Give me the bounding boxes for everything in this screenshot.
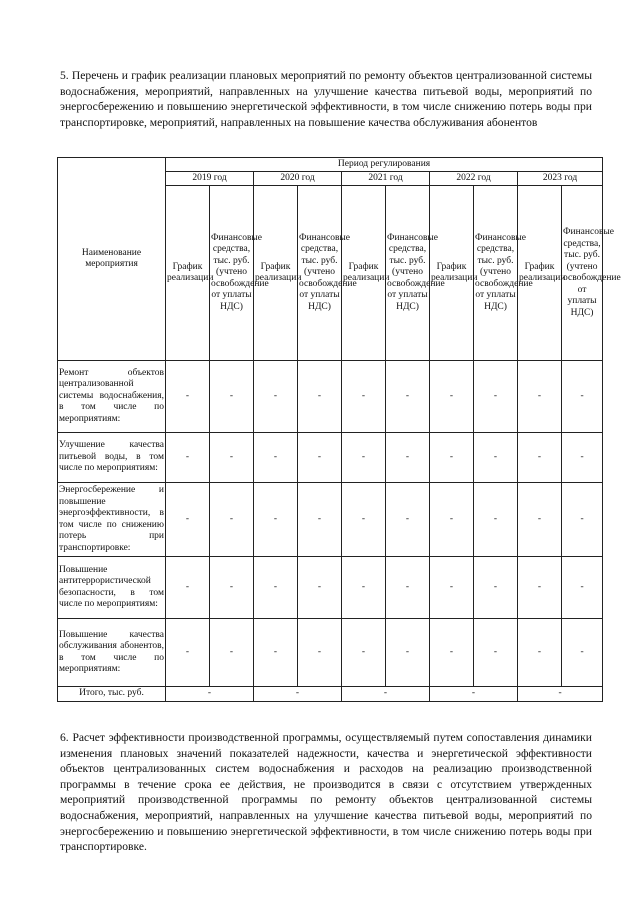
table-row [58,361,603,433]
row-cell: - [342,619,386,687]
section-6-paragraph: 6. Расчет эффективности производственной программы, осуществляемый путем сопоставления динамики изменения плановых значений показателей надежности, качества и энергетической эффективности объектов централизованных систем водоснабжения и расходов на реализацию производственной программы в течение срока ее действия, не производится в связи с отсутствием утвержденных мероприятий производственной программы по ремонту объектов централизованной системы водоснабжения, мероприятий, направленных на улучшение качества питьевой воды, мероприятий по энергосбережению и повышению энергетической эффективности, в том числе снижению потерь воды при транспортировке. [60,731,592,854]
row-cell: - [166,361,210,433]
total-row [58,687,603,702]
row-cell: - [474,433,518,483]
row-cell: - [342,557,386,619]
row-cell: - [562,619,603,687]
column-header: Финансовые средства, тыс. руб. (учтено освобождение от уплаты НДС) [298,186,342,361]
period-header: Период регулирования [166,158,603,172]
row-cell: - [474,619,518,687]
year-header: 2021 год [342,172,430,186]
year-header: 2019 год [166,172,254,186]
row-cell: - [166,483,210,557]
row-name: Повышение качества обслуживания абонентов, в том числе по мероприятиям: [58,619,166,687]
row-cell: - [254,619,298,687]
row-cell: - [386,361,430,433]
row-cell: - [430,619,474,687]
row-cell: - [166,433,210,483]
row-cell: - [430,483,474,557]
row-cell: - [562,483,603,557]
column-header: График реализации [430,186,474,361]
row-cell: - [166,557,210,619]
row-cell: - [210,433,254,483]
row-cell: - [518,557,562,619]
row-cell: - [210,557,254,619]
total-cell: - [254,687,342,702]
row-cell: - [518,433,562,483]
row-cell: - [298,619,342,687]
row-cell: - [342,361,386,433]
table-row [58,433,603,483]
row-cell: - [430,557,474,619]
row-cell: - [474,557,518,619]
row-cell: - [210,483,254,557]
total-cell: - [518,687,603,702]
year-header: 2023 год [518,172,603,186]
row-cell: - [518,619,562,687]
row-cell: - [386,433,430,483]
row-cell: - [474,361,518,433]
column-header: График реализации [342,186,386,361]
row-cell: - [254,557,298,619]
row-cell: - [298,361,342,433]
row-cell: - [562,361,603,433]
row-name: Повышение антитеррористической безопасности, в том числе по мероприятиям: [58,557,166,619]
plan-table [57,157,621,702]
row-cell: - [474,483,518,557]
total-cell: - [342,687,430,702]
row-cell: - [386,557,430,619]
row-cell: - [254,483,298,557]
row-cell: - [518,361,562,433]
name-header: Наименование мероприятия [58,158,166,361]
row-cell: - [210,361,254,433]
row-name: Энергосбережение и повышение энергоэффективности, в том числе по снижению потерь при транспортировке: [58,483,166,557]
total-label: Итого, тыс. руб. [58,687,166,702]
year-header: 2020 год [254,172,342,186]
plan-table-body [58,158,621,702]
row-cell: - [254,433,298,483]
row-cell: - [298,557,342,619]
column-header: Финансовые средства, тыс. руб. (учтено освобождение от уплаты НДС) [210,186,254,361]
column-header: Финансовые средства, тыс. руб. (учтено освобождение от уплаты НДС) [386,186,430,361]
column-header: Финансовые средства, тыс. руб. (учтено освобождение от уплаты НДС) [562,186,603,361]
row-cell: - [562,557,603,619]
section-5-heading: 5. Перечень и график реализации плановых мероприятий по ремонту объектов централизованной системы водоснабжения, мероприятий, направленных на улучшение качества питьевой воды, мероприятий по энергосбережению и повышению энергетической эффективности, в том числе снижению потерь воды при транспортировке, мероприятий, направленных на повышение качества обслуживания абонентов [60,69,592,129]
column-header: График реализации [166,186,210,361]
row-name: Улучшение качества питьевой воды, в том числе по мероприятиям: [58,433,166,483]
total-cell: - [430,687,518,702]
row-name: Ремонт объектов централизованной системы водоснабжения, в том числе по мероприятиям: [58,361,166,433]
row-cell: - [254,361,298,433]
table-row [58,483,603,557]
row-cell: - [166,619,210,687]
column-header: График реализации [518,186,562,361]
column-header: Финансовые средства, тыс. руб. (учтено освобождение от уплаты НДС) [474,186,518,361]
table-row [58,619,603,687]
table-row [58,557,603,619]
row-cell: - [430,361,474,433]
row-cell: - [342,433,386,483]
column-header: График реализации [254,186,298,361]
row-cell: - [386,483,430,557]
row-cell: - [210,619,254,687]
row-cell: - [518,483,562,557]
row-cell: - [342,483,386,557]
row-cell: - [386,619,430,687]
row-cell: - [430,433,474,483]
total-cell: - [166,687,254,702]
year-header: 2022 год [430,172,518,186]
row-cell: - [298,483,342,557]
row-cell: - [298,433,342,483]
row-cell: - [562,433,603,483]
